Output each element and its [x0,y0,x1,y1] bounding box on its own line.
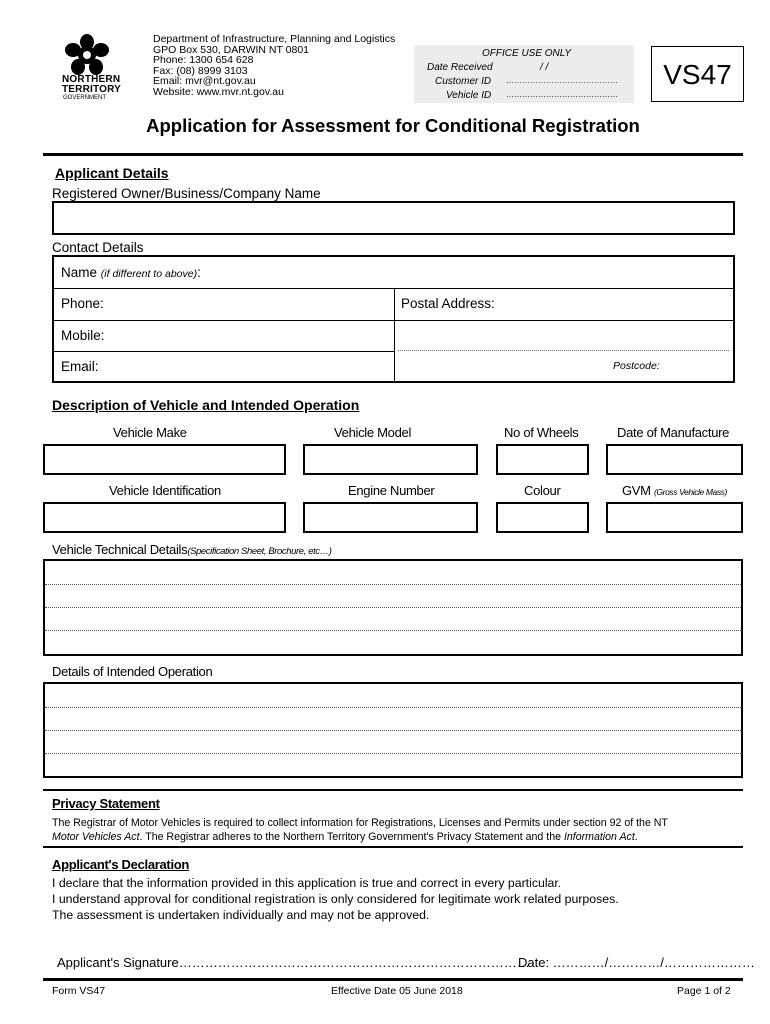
logo-northern: NORTHERN [62,74,121,85]
nt-government-logo [58,34,128,104]
declaration-text [52,875,619,923]
postcode-label: Postcode: [613,360,660,372]
postal-dotted-line [398,350,729,351]
privacy-line-1: The Registrar of Motor Vehicles is required to collect information for Registrations, Licenses and Permits under section 92 of the NT [52,817,668,829]
name-hint: (if different to above) [100,268,198,280]
motor-vehicles-act: Motor Vehicles Act [52,831,140,843]
colour-input[interactable] [496,502,589,533]
contact-details-label: Contact Details [52,240,144,255]
wheels-label: No of Wheels [504,425,579,440]
logo-government: GOVERNMENT [63,95,107,101]
org-line: Fax: (08) 8999 3103 [153,64,248,77]
date-received-label: Date Received [427,62,493,73]
phone-label: Phone: [61,296,104,311]
gvm-label [622,483,727,498]
writing-line [45,584,741,585]
wheels-input[interactable] [496,444,589,475]
vehicle-model-label: Vehicle Model [334,425,412,440]
row-divider [54,351,394,352]
gvm-hint: (Gross Vehicle Mass) [654,487,727,497]
vehicle-description-heading: Description of Vehicle and Intended Operation [52,397,360,413]
footer-form-code: Form VS47 [52,985,106,997]
desert-rose-icon [64,34,110,76]
privacy-text [52,816,668,844]
privacy-heading: Privacy Statement [52,796,160,811]
org-line: GPO Box 530, DARWIN NT 0801 [153,43,310,56]
contact-details-table [52,255,735,383]
logo-territory: TERRITORY [62,84,122,95]
name-label: Name [61,265,98,280]
postal-address-label: Postal Address: [401,296,495,311]
org-line: Phone: 1300 654 628 [153,54,254,67]
column-divider [394,288,395,381]
declaration-heading: Applicant's Declaration [52,857,190,872]
applicant-details-heading: Applicant Details [55,165,169,181]
page-title: Application for Assessment for Conditional Registration [146,115,640,136]
technical-details-input[interactable] [43,559,743,656]
vehicle-make-label: Vehicle Make [113,425,187,440]
privacy-line-2-end: . [634,831,638,843]
declaration-line-2: I understand approval for conditional registration is only considered for legitimate work related purposes. [52,892,619,906]
manufacture-date-label: Date of Manufacture [617,425,730,440]
technical-details-text: Vehicle Technical Details [52,542,188,557]
privacy-line-2 [52,830,668,844]
writing-line [45,630,741,631]
vehicle-id-dots: …………………………………… [506,90,618,99]
mobile-label: Mobile: [61,328,105,343]
org-line: Email: mvr@nt.gov.au [153,75,256,88]
gvm-text: GVM [622,483,651,498]
writing-line [45,607,741,608]
gvm-input[interactable] [606,502,743,533]
footer-rule [43,978,743,981]
vehicle-model-input[interactable] [303,444,478,475]
writing-line [45,707,741,708]
name-colon: : [197,265,201,280]
footer-page-number: Page 1 of 2 [677,985,731,997]
name-field[interactable] [61,265,201,280]
customer-id-label: Customer ID [435,76,492,87]
org-line: Department of Infrastructure, Planning and Logistics [153,33,396,45]
technical-details-hint: (Specification Sheet, Brochure, etc…) [187,546,332,557]
office-use-title: OFFICE USE ONLY [482,48,572,59]
signature-field[interactable]: Applicant's Signature……………………………………………………………………… [57,955,530,970]
privacy-line-2-text: . The Registrar adheres to the Northern Territory Government's Privacy Statement and the [139,831,564,843]
privacy-rule [43,789,743,791]
vehicle-identification-input[interactable] [43,502,286,533]
org-line: Website: www.mvr.nt.gov.au [153,85,284,98]
declaration-line-3: The assessment is undertaken individually and may not be approved. [52,908,430,922]
vehicle-identification-label: Vehicle Identification [109,483,221,498]
date-received-slashes: / / [540,62,549,73]
intended-operation-label: Details of Intended Operation [52,664,213,679]
declaration-line-1: I declare that the information provided in this application is true and correct in every particular. [52,876,562,890]
technical-details-label [52,542,331,557]
date-field[interactable]: Date: …………/…………/………………… [518,955,755,970]
writing-line [45,730,741,731]
declaration-rule [43,846,743,848]
email-label: Email: [61,359,99,374]
customer-id-dots: …………………………………… [506,76,618,85]
footer-effective-date: Effective Date 05 June 2018 [331,985,463,997]
writing-line [45,753,741,754]
owner-name-input[interactable] [52,201,735,235]
org-address [153,34,395,98]
office-use-box [414,45,634,103]
form-code: VS47 [663,59,732,90]
vehicle-id-label: Vehicle ID [446,90,492,101]
intended-operation-input[interactable] [43,682,743,778]
colour-label: Colour [524,483,561,498]
form-code-box [651,46,744,102]
vehicle-make-input[interactable] [43,444,286,475]
information-act: Information Act [563,831,635,843]
engine-number-input[interactable] [303,502,478,533]
title-rule [43,153,743,156]
engine-number-label: Engine Number [348,483,435,498]
owner-name-label: Registered Owner/Business/Company Name [52,186,321,201]
manufacture-date-input[interactable] [606,444,743,475]
